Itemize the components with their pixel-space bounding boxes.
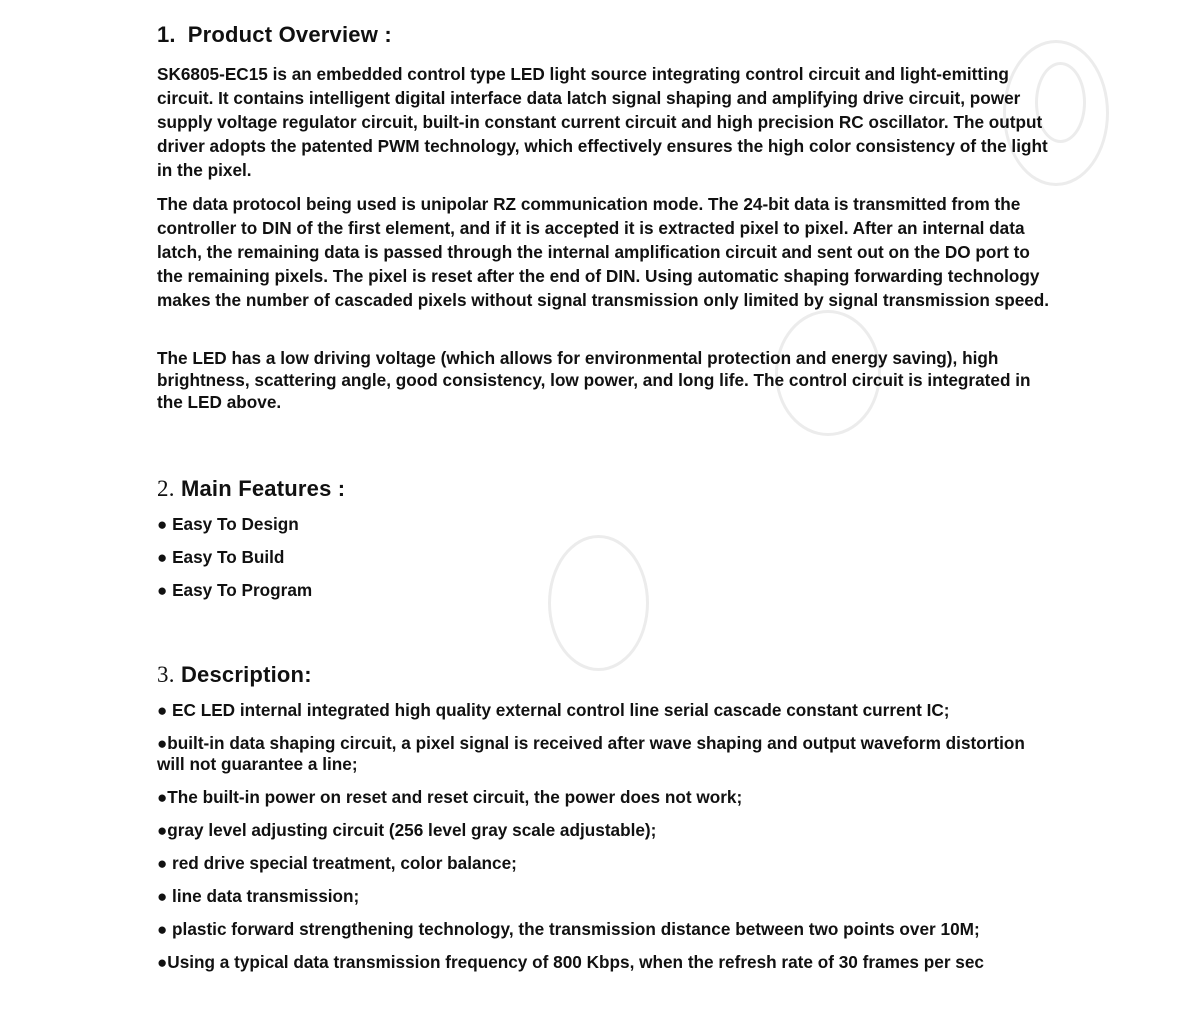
overview-paragraph-1: SK6805-EC15 is an embedded control type LED light source integrating control circuit and light-emitting circuit. It contains intelligent digital interface data latch signal shaping and amplifying drive circuit, power supply voltage regulator circuit, built-in constant current circuit and high precision RC oscillator. The output driver adopts the patented PWM technology, which effectively ensures the high color consistency of the light in the pixel.: [157, 64, 1048, 180]
overview-paragraph-3: The LED has a low driving voltage (which allows for environmental protection and energy saving), high brightness, scattering angle, good consistency, low power, and long life. The control circuit is integrated in the LED above.: [157, 348, 1031, 412]
bullet-icon: ●: [157, 701, 168, 720]
description-list: [157, 700, 1057, 973]
section-number: 2.: [157, 476, 175, 501]
section-heading: Description:: [180, 662, 312, 687]
bullet-icon: ●: [157, 788, 168, 807]
section-title-features: [157, 476, 345, 502]
bullet-icon: ●: [157, 920, 168, 939]
bullet-icon: ●: [157, 854, 168, 873]
list-item: ●built-in data shaping circuit, a pixel signal is received after wave shaping and output waveform distortion will not guarantee a line;: [157, 733, 1025, 774]
section-number: 3.: [157, 662, 175, 687]
list-item: ●Using a typical data transmission frequency of 800 Kbps, when the refresh rate of 30 frames per sec: [157, 952, 984, 972]
section-title-overview: [157, 22, 392, 48]
list-item: ● plastic forward strengthening technology, the transmission distance between two points over 10M;: [157, 919, 980, 939]
section-title-description: [157, 662, 312, 688]
bullet-icon: ●: [157, 887, 168, 906]
bullet-icon: ●: [157, 821, 168, 840]
list-item: ●The built-in power on reset and reset circuit, the power does not work;: [157, 787, 743, 807]
bullet-icon: ●: [157, 953, 168, 972]
section-heading: Product Overview :: [187, 22, 392, 47]
overview-paragraph-2: The data protocol being used is unipolar RZ communication mode. The 24-bit data is transmitted from the controller to DIN of the first element, and if it is accepted it is extracted pixel to pixel. After an internal data latch, the remaining data is passed through the internal amplification circuit and sent out on the DO port to the remaining pixels. The pixel is reset after the end of DIN. Using automatic shaping forwarding technology makes the number of cascaded pixels without signal transmission only limited by signal transmission speed.: [157, 194, 1050, 310]
list-item: ● EC LED internal integrated high quality external control line serial cascade constant current IC;: [157, 700, 950, 720]
bullet-icon: ●: [157, 548, 168, 567]
list-item: ● Easy To Program: [157, 580, 313, 600]
bullet-icon: ●: [157, 515, 168, 534]
list-item: ● line data transmission;: [157, 886, 360, 906]
bullet-icon: ●: [157, 734, 168, 753]
list-item: ● Easy To Build: [157, 547, 285, 567]
section-number: 1.: [157, 22, 176, 47]
bullet-icon: ●: [157, 581, 168, 600]
list-item: ● Easy To Design: [157, 514, 299, 534]
features-list: [157, 514, 1057, 601]
list-item: ● red drive special treatment, color balance;: [157, 853, 517, 873]
section-heading: Main Features :: [180, 476, 346, 501]
list-item: ●gray level adjusting circuit (256 level gray scale adjustable);: [157, 820, 657, 840]
